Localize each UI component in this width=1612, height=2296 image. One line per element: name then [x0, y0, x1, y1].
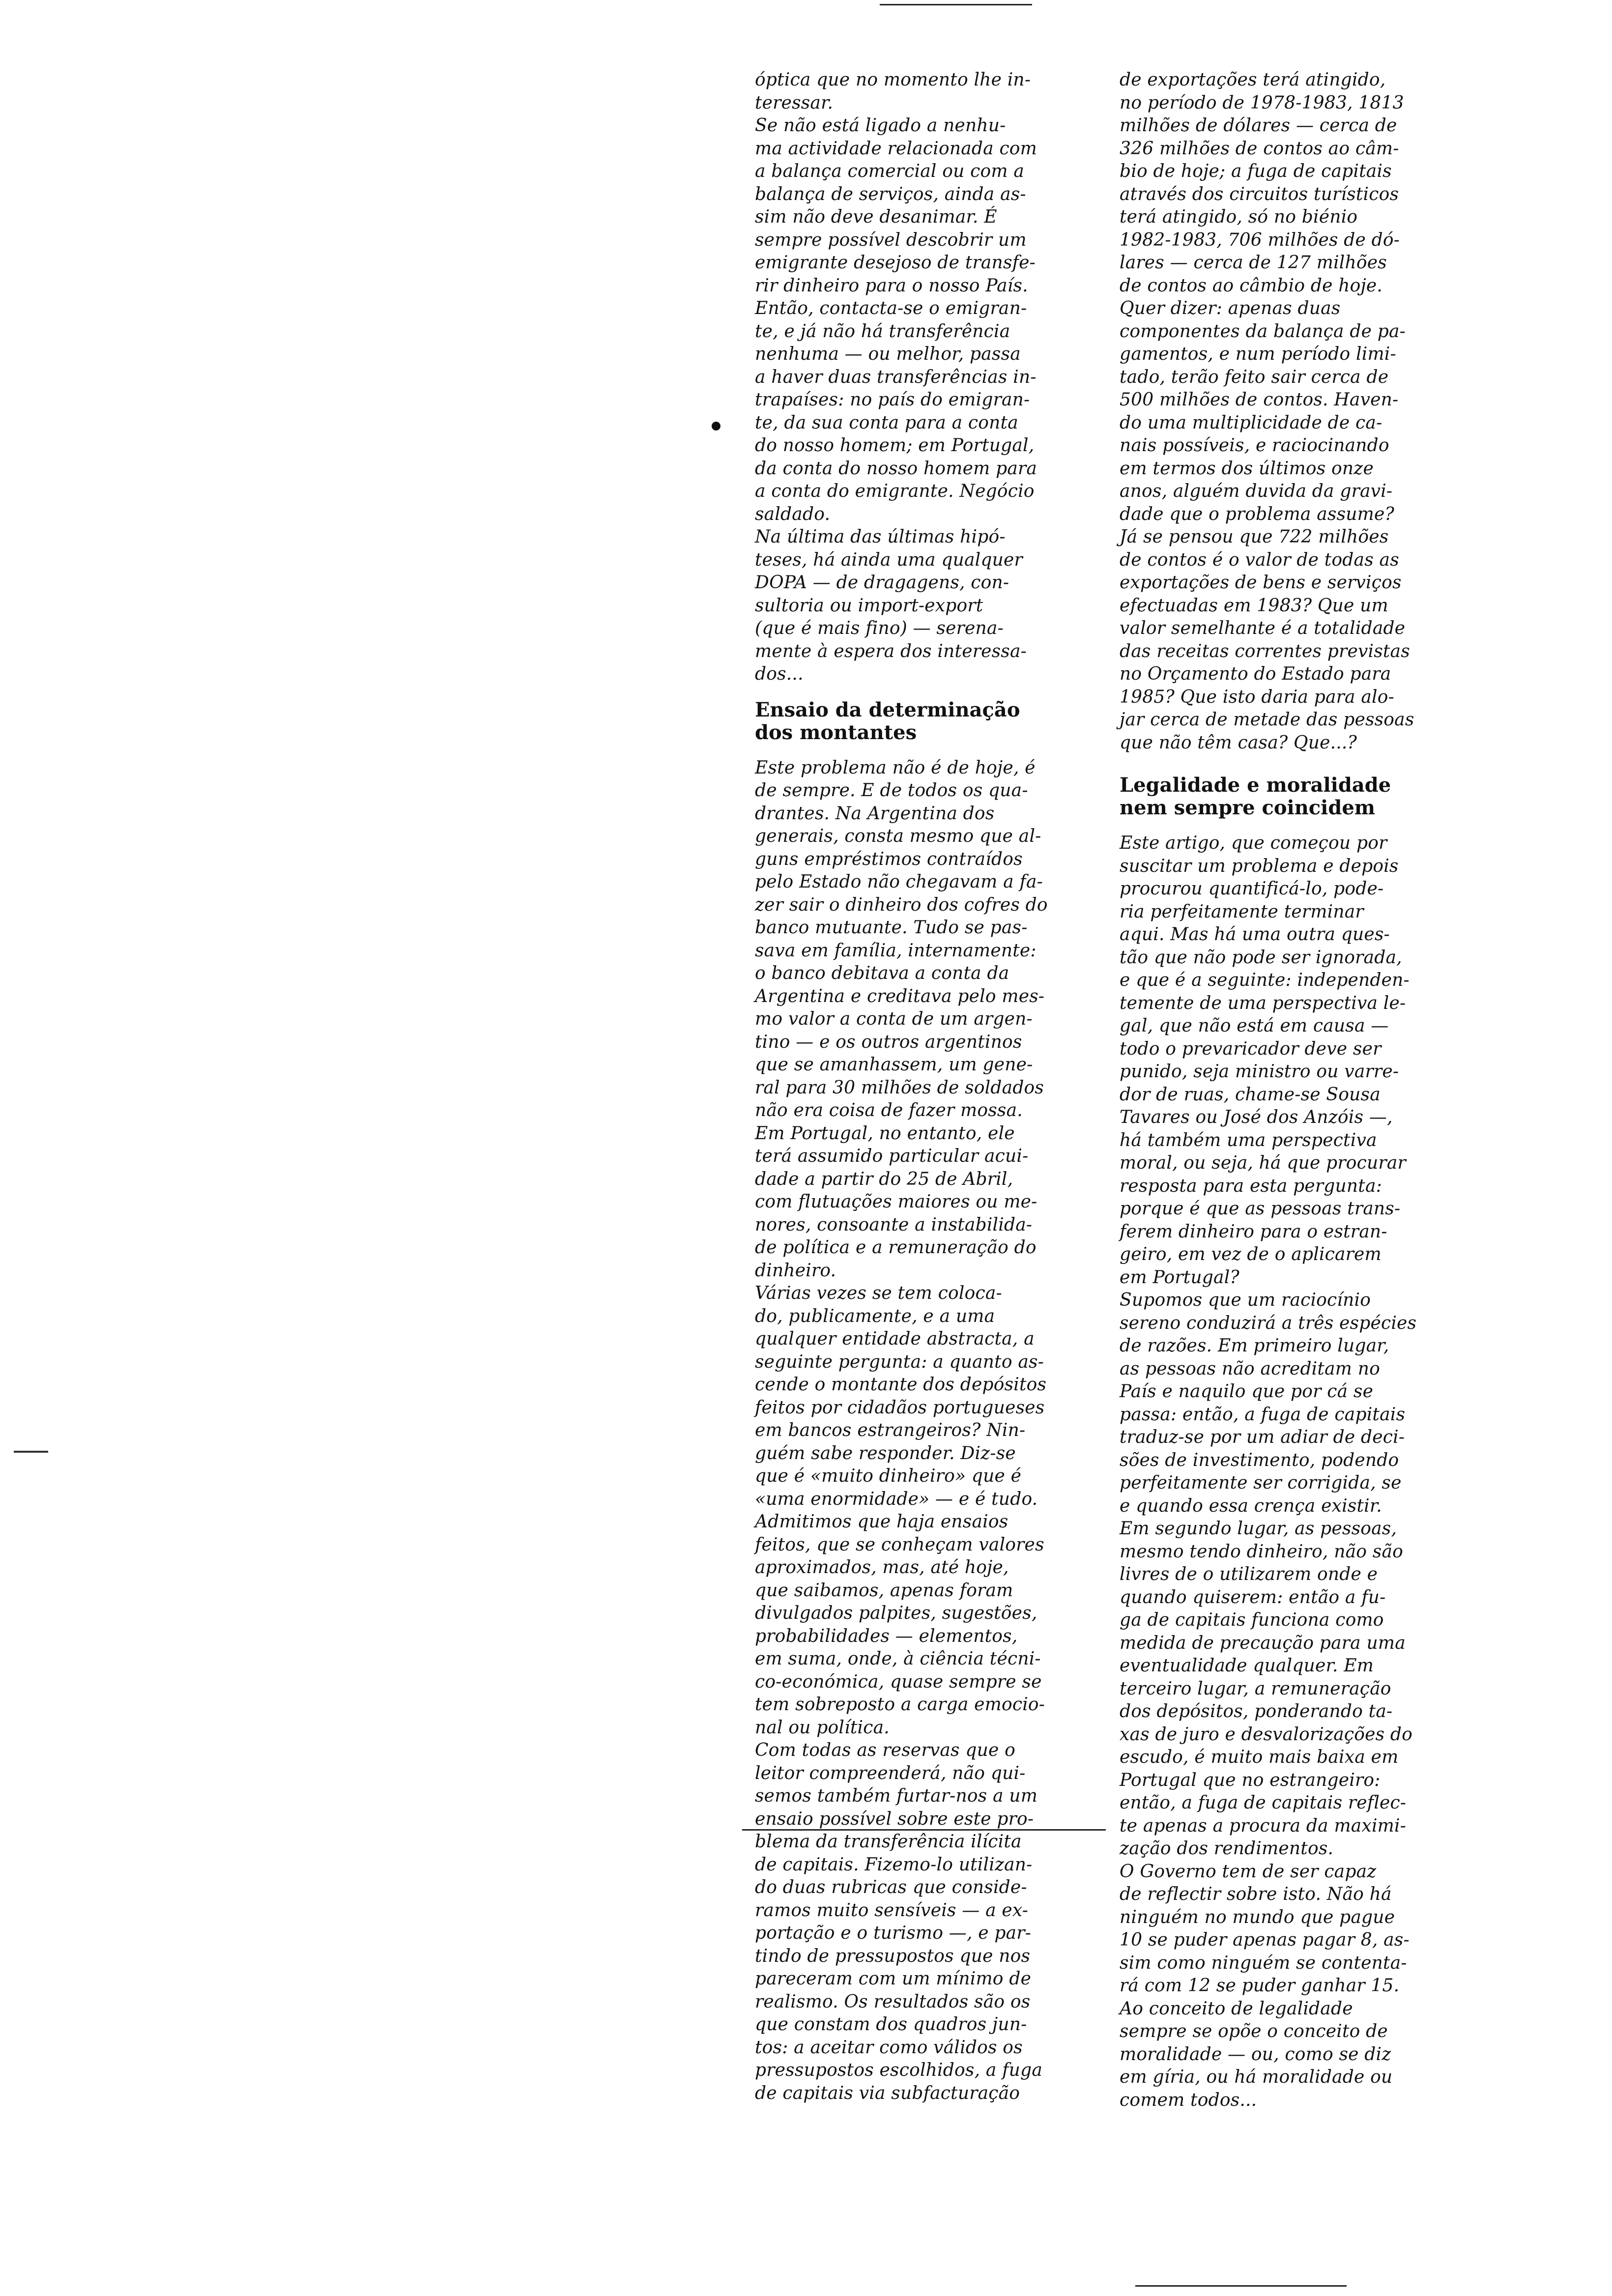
paragraph-intro: óptica que no momento lhe in- teressar. — [755, 70, 1031, 113]
paragraph-quer-dizer: Quer dizer: apenas duas componentes da balança de pa- gamentos, e num período limi- tado, terão feito sair cerca de 500 milhões de contos. Haven- do uma multiplicidade de ca- nais possíveis, e raciocinando em termos dos últimos onze anos, alguém duvida da gravi- dade que o problema assume? Já se pensou que 722 milhões de contos é o valor de todas as exportações de bens e serviços efectuadas em 1983? Que um valor semelhante é a totalidade das receitas correntes previstas no Orçamento do Estado para 1985? Que isto daria para alo- jar cerca de metade das pessoas que não têm casa? Que...? — [1120, 298, 1414, 753]
paragraph-supomos: Supomos que um raciocínio sereno conduzirá a três espécies de razões. Em primeiro lugar, as pessoas não acreditam no País e naquilo que por cá se passa: então, a fuga de capitais traduz-se por um adiar de deci- sões de investimento, podendo perfeitamente ser corrigida, se e quando essa crença existir. Em segundo lugar, as pessoas, mesmo tendo dinheiro, não são livres de o utilizarem onde e quando quiserem: então a fu- ga de capitais funciona como medida de precaução para uma eventualidade qualquer. Em terceiro lugar, a remuneração dos depósitos, ponderando ta- xas de juro e desvalorizações do escudo, é muito mais baixa em Portugal que no estrangeiro: então, a fuga de capitais reflec- te apenas a procura da maximi- zação dos rendimentos. — [1120, 1290, 1417, 1859]
paragraph-reservas: Com todas as reservas que o leitor compreenderá, não qui- semos também furtar-nos a um ensaio possível sobre este pro- blema da transferência ilícita de capitais. Fizemo-lo utilizan- do duas rubricas que conside- ramos muito sensíveis — a ex- portação e o turismo —, e par- tindo de pressupostos que nos pareceram com um mínimo de realismo. Os resultados são os que constam dos quadros jun- tos: a aceitar como válidos os pressupostos escolhidos, a fuga de capitais via subfacturação — [755, 1740, 1042, 2103]
article-column-left — [755, 69, 1109, 2105]
paragraph-portugal: Em Portugal, no entanto, ele terá assumido particular acui- dade a partir do 25 de Abril, com flutuações maiores ou me- nores, consoante a instabilida- de política e a remuneração do dinheiro. — [755, 1123, 1037, 1281]
article-column-right — [1120, 69, 1471, 2112]
top-rule — [880, 4, 1032, 5]
paragraph-argentina: Este problema não é de hoje, é de sempre. E de todos os qua- drantes. Na Argentina dos generais, consta mesmo que al- guns empréstimos contraídos pelo Estado não chegavam a fa- zer sair o dinheiro dos cofres do banco mutuante. Tudo se pas- sava em família, internamente: o banco debitava a conta da Argentina e creditava pelo mes- mo valor a conta de um argen- tino — e os outros argentinos que se amanhassem, um gene- ral para 30 milhões de soldados não era coisa de fazer mossa. — [755, 757, 1048, 1120]
paragraph-pergunta: Várias vezes se tem coloca- do, publicamente, e a uma qualquer entidade abstracta, a seguinte pergunta: a quanto as- cende o montante dos depósitos feitos por cidadãos portugueses em bancos estrangeiros? Nin- guém sabe responder. Diz-se que é «muito dinheiro» que é «uma enormidade» — e é tudo. Admitimos que haja ensaios feitos, que se conheçam valores aproximados, mas, até hoje, que saibamos, apenas foram divulgados palpites, sugestões, probabilidades — elementos, em suma, onde, à ciência técni- co-económica, quase sempre se tem sobreposto a carga emocio- nal ou política. — [755, 1283, 1047, 1738]
column-rule — [742, 1829, 1106, 1831]
margin-mark — [712, 422, 720, 430]
paragraph-artigo: Este artigo, que começou por suscitar um problema e depois procurou quantificá-lo, pode- ria perfeitamente terminar aqui. Mas há uma outra ques- tão que não pode ser ignorada, e que é a seguinte: independen- temente de uma perspectiva le- gal, que não está em causa — todo o prevaricador deve ser punido, seja ministro ou varre- dor de ruas, chame-se Sousa Tavares ou José dos Anzóis —, há também uma perspectiva moral, ou seja, há que procurar resposta para esta pergunta: porque é que as pessoas trans- ferem dinheiro para o estran- geiro, em vez de o aplicarem em Portugal? — [1120, 833, 1410, 1288]
paragraph-exportacoes: de exportações terá atingido, no período de 1978-1983, 1813 milhões de dólares — cerca de 326 milhões de contos ao câm- bio de hoje; a fuga de capitais através dos circuitos turísticos terá atingido, só no biénio 1982-1983, 706 milhões de dó- lares — cerca de 127 milhões de contos ao câmbio de hoje. — [1120, 70, 1404, 296]
section-heading-legalidade: Legalidade e moralidade nem sempre coincidem — [1120, 774, 1391, 819]
paragraph-governo: O Governo tem de ser capaz de reflectir sobre isto. Não há ninguém no mundo que pague 10 se puder apenas pagar 8, as- sim como ninguém se contenta- rá com 12 se puder ganhar 15. Ao conceito de legalidade sempre se opõe o conceito de moralidade — ou, como se diz em gíria, ou há moralidade ou comem todos... — [1120, 1861, 1410, 2110]
bottom-rule — [1135, 2285, 1347, 2287]
margin-dash — [14, 1451, 48, 1453]
paragraph-emigrante: Se não está ligado a nenhu- ma actividade relacionada com a balança comercial ou com a balança de serviços, ainda as- sim não deve desanimar. É sempre possível descobrir um emigrante desejoso de transfe- rir dinheiro para o nosso País. Então, contacta-se o emigran- te, e já não há transferência nenhuma — ou melhor, passa a haver duas transferências in- trapaíses: no país do emigran- te, da sua conta para a conta do nosso homem; em Portugal, da conta do nosso homem para a conta do emigrante. Negócio saldado. — [755, 115, 1037, 524]
paragraph-dopa: Na última das últimas hipó- teses, há ainda uma qualquer DOPA — de dragagens, con- sultoria ou import-export (que é mais fino) — serena- mente à espera dos interessa- dos... — [755, 527, 1027, 684]
section-heading-ensaio: Ensaio da determinação dos montantes — [755, 698, 1020, 744]
